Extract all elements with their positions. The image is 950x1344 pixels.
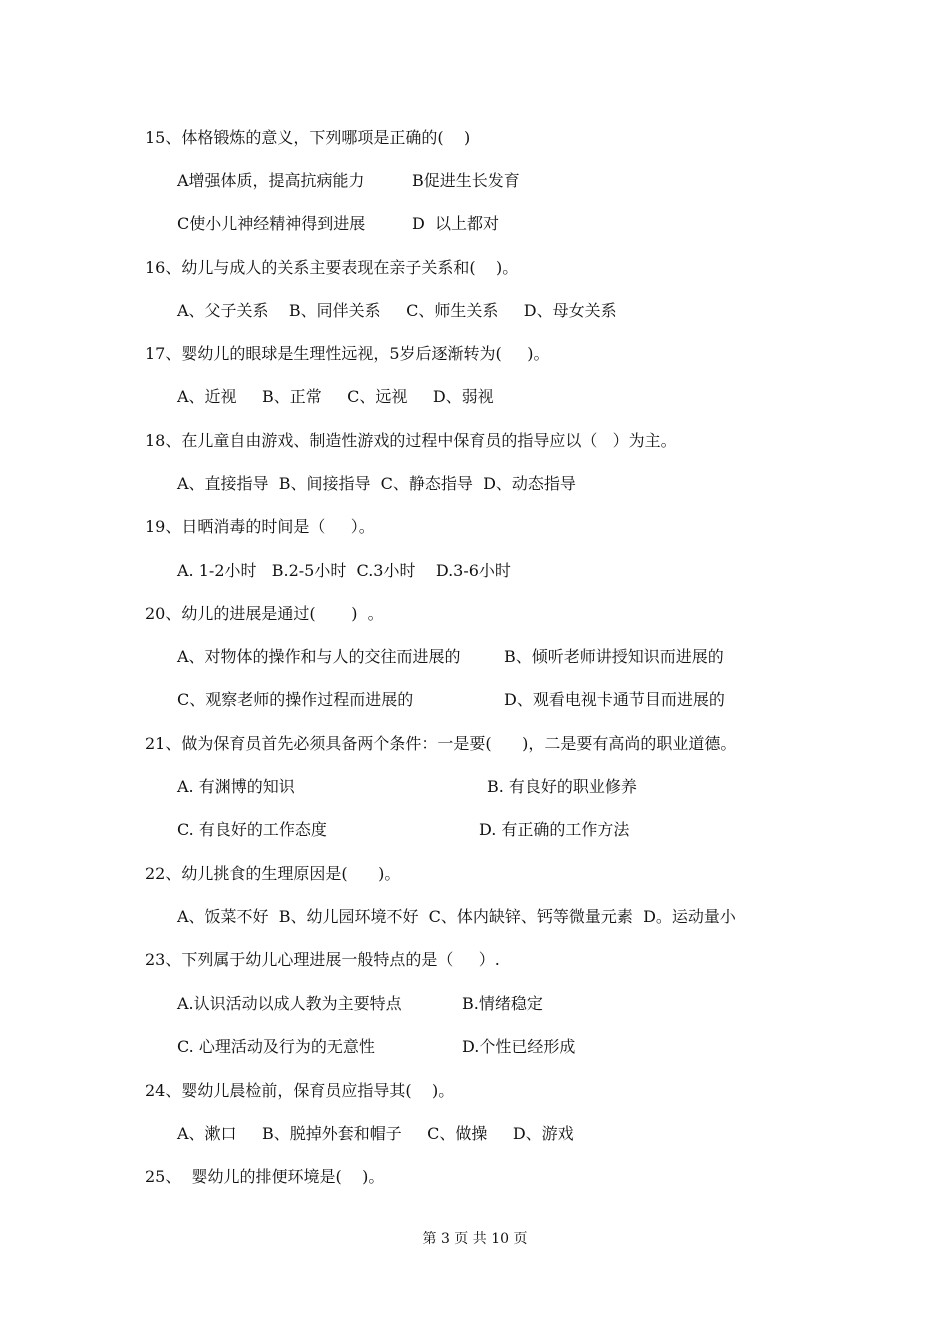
q17-options: A、近视 B、正常 C、远视 D、弱视 [177, 387, 494, 406]
q23-option-d: D.个性已经形成 [462, 1037, 576, 1056]
q16-options: A、父子关系 B、同伴关系 C、师生关系 D、母女关系 [177, 301, 617, 320]
question-24: 24、婴幼儿晨检前，保育员应指导其( )。 [145, 1081, 455, 1100]
q15-option-a: A增强体质，提高抗病能力 [177, 171, 365, 190]
question-20: 20、幼儿的进展是通过( ) 。 [145, 604, 384, 623]
q22-options: A、饭菜不好 B、幼儿园环境不好 C、体内缺锌、钙等微量元素 D。运动量小 [177, 907, 736, 926]
q20-option-b: B、倾听老师讲授知识而进展的 [504, 647, 724, 666]
question-23: 23、下列属于幼儿心理进展一般特点的是（ ）. [145, 950, 500, 969]
question-17: 17、婴幼儿的眼球是生理性远视，5岁后逐渐转为( )。 [145, 344, 550, 363]
question-19: 19、日晒消毒的时间是（ ）。 [145, 517, 375, 536]
q21-option-a: A. 有渊博的知识 [177, 777, 295, 796]
q20-option-c: C、观察老师的操作过程而进展的 [177, 690, 414, 709]
question-25: 25、 婴幼儿的排便环境是( )。 [145, 1167, 385, 1186]
q23-option-c: C. 心理活动及行为的无意性 [177, 1037, 375, 1056]
q15-option-c: C使小儿神经精神得到进展 [177, 214, 366, 233]
page-number-footer: 第 3 页 共 10 页 [422, 1231, 528, 1247]
q18-options: A、直接指导 B、间接指导 C、静态指导 D、动态指导 [177, 474, 576, 493]
q23-option-a: A.认识活动以成人教为主要特点 [177, 994, 402, 1013]
q21-option-b: B. 有良好的职业修养 [487, 777, 637, 796]
q20-option-d: D、观看电视卡通节目而进展的 [504, 690, 725, 709]
q15-option-d: D 以上都对 [412, 214, 500, 233]
q21-option-d: D. 有正确的工作方法 [479, 820, 630, 839]
question-22: 22、幼儿挑食的生理原因是( )。 [145, 864, 401, 883]
q23-option-b: B.情绪稳定 [462, 994, 543, 1013]
q19-options: A. 1-2小时 B.2-5小时 C.3小时 D.3-6小时 [177, 561, 511, 580]
q20-option-a: A、对物体的操作和与人的交往而进展的 [177, 647, 461, 666]
q24-options: A、漱口 B、脱掉外套和帽子 C、做操 D、游戏 [177, 1124, 574, 1143]
q15-option-b: B促进生长发育 [412, 171, 520, 190]
question-15: 15、体格锻炼的意义，下列哪项是正确的( ) [145, 128, 471, 147]
question-18: 18、在儿童自由游戏、制造性游戏的过程中保育员的指导应以（ ）为主。 [145, 431, 677, 450]
question-21: 21、做为保育员首先必须具备两个条件：一是要( )，二是要有高尚的职业道德。 [145, 734, 737, 753]
q21-option-c: C. 有良好的工作态度 [177, 820, 327, 839]
question-16: 16、幼儿与成人的关系主要表现在亲子关系和( )。 [145, 258, 519, 277]
